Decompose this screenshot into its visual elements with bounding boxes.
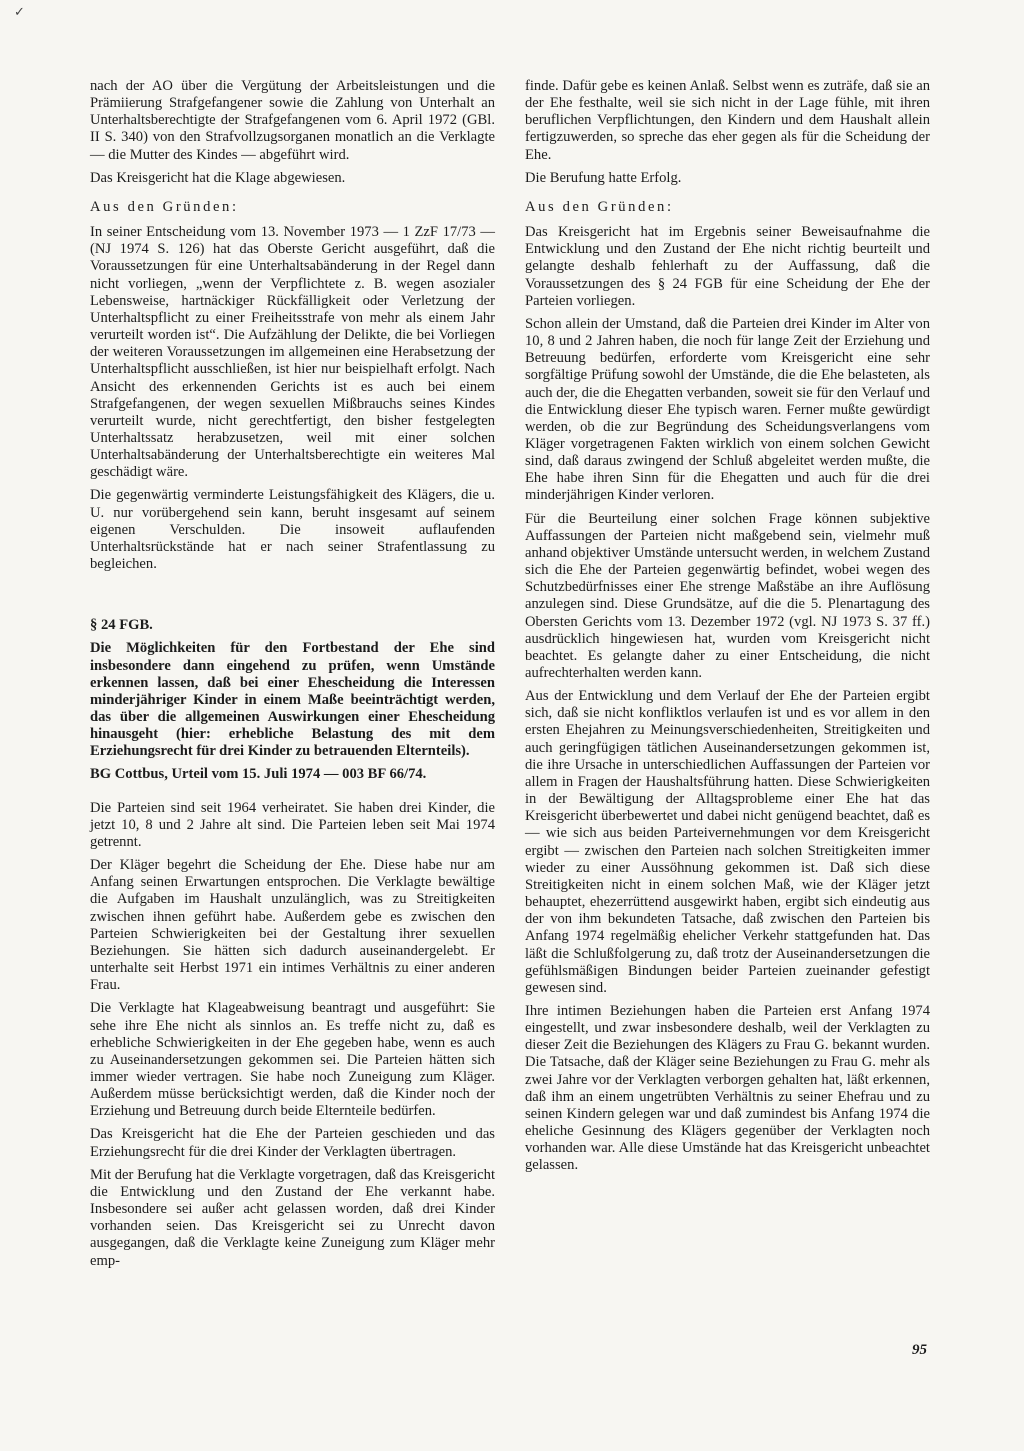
paragraph: Die Verklagte hat Klageabweisung beantragt und ausgeführt: Sie sehe ihre Ehe nicht als sinnlos an. Es treffe nicht zu, daß es erhebliche Schwierigkeiten in der Ehe gegeben habe, wenn es auch zu Auseinandersetzungen gekommen sei. Die Parteien hätten sich immer wieder vertragen. Sie habe noch Zuneigung zum Kläger. Außerdem müsse berücksichtigt werden, daß die Kinder noch der Erziehung und Betreuung durch beide Elternteile bedürfen. <box>90 1000 495 1120</box>
paragraph: Das Kreisgericht hat im Ergebnis seiner Beweisaufnahme die Entwicklung und den Zustand der Ehe nicht richtig beurteilt und gelangte deshalb fehlerhaft zu der Auffassung, daß die Voraussetzungen des § 24 FGB für eine Scheidung der Ehe der Parteien vorliegen. <box>525 224 930 309</box>
paragraph: Ihre intimen Beziehungen haben die Parteien erst Anfang 1974 eingestellt, und zwar insbesondere deshalb, weil der Verklagten zu dieser Zeit die Beziehungen des Klägers zu Frau G. bekannt wurden. Die Tatsache, daß der Kläger seine Beziehungen zu Frau G. mehr als zwei Jahre vor der Verklagten verborgen gehalten hat, läßt erkennen, daß ihm an einem ungetrübten Verhältnis zu seiner Ehefrau und zu seinen Kindern gelegen war und daß zumindest bis Anfang 1974 die eheliche Gesinnung des Klägers gegenüber der Verklagten noch vorhanden war. Alle diese Umstände hat das Kreisgericht unbeachtet gelassen. <box>525 1002 930 1174</box>
paragraph: Das Kreisgericht hat die Ehe der Parteien geschieden und das Erziehungsrecht für die drei Kinder der Verklagten übertragen. <box>90 1126 495 1160</box>
paragraph: Das Kreisgericht hat die Klage abgewiesen. <box>90 169 346 186</box>
corner-mark: ✓ <box>14 4 25 19</box>
paragraph: Für die Beurteilung einer solchen Frage können subjektive Auffassungen der Parteien nicht maßgebend sein, vielmehr muß anhand objektiver Umstände untersucht werden, in welchem Zustand sich die Ehe der Parteien gegenwärtig befindet, wobei wegen des Schutzbedürfnisses einer Ehe strenge Maßstäbe an ihre Auflösung anzulegen sind. Diese Grundsätze, auf die die 5. Plenartagung des Obersten Gerichts vom 13. Dezember 1972 (vgl. NJ 1973 S. 37 ff.) ausdrücklich hingewiesen hat, wurden vom Kreisgericht nicht beachtet. Es gelangte daher zu einer Entscheidung, die nicht aufrechterhalten werden kann. <box>525 510 930 681</box>
paragraph: Aus der Entwicklung und dem Verlauf der Ehe der Parteien ergibt sich, daß sie nicht konfliktlos verlaufen ist und es vor allem in den ersten Ehejahren zu Meinungsverschiedenheiten, Streitigkeiten und auch geringfügigen tätlichen Auseinandersetzungen gekommen ist, die ihre Ursache in unterschiedlichen Auffassungen der Parteien vor allem in Fragen der Haushaltsführung hatten. Diese Schwierigkeiten in der Bewältigung der Alltagsprobleme einer Ehe hat das Kreisgericht überbewertet und dabei nicht genügend beachtet, daß es — wie sich aus beiden Parteivernehmungen vor dem Kreisgericht ergibt — zwischen den Parteien nach solchen Streitigkeiten immer wieder zu einer Aussöhnung gekommen ist. Daß sich diese Streitigkeiten nicht in einem solchen Maß, wie der Kläger jetzt behauptet, ehezerrüttend ausgewirkt haben, ergibt sich eindeutig aus der von ihm bekundeten Tatsache, daß zwischen den Parteien bis Anfang 1974 regelmäßig ehelicher Verkehr stattgefunden hat. Das läßt die Schlußfolgerung zu, daß trotz der Auseinandersetzungen die gefühlsmäßigen Bindungen beider Parteien zueinander gefestigt gewesen sind. <box>525 688 930 996</box>
headnote: Die Möglichkeiten für den Fortbestand der Ehe sind insbesondere dann eingehend zu prüfen, wenn Umstände erkennen lassen, daß bei einer Ehescheidung die Interessen minderjähriger Kinder in einem Maße beeinträchtigt werden, das über die allgemeinen Auswirkungen einer Ehescheidung hinausgeht (hier: erhebliche Belastung des mit dem Erziehungsrecht für drei Kinder zu betrauenden Elternteils). <box>90 640 495 760</box>
section-heading: Aus den Gründen: <box>525 198 674 215</box>
paragraph: Die Parteien sind seit 1964 verheiratet. Sie haben drei Kinder, die jetzt 10, 8 und 2 Jahre alt sind. Die Parteien leben seit Mai 1974 getrennt. <box>90 799 495 850</box>
paragraph: In seiner Entscheidung vom 13. November 1973 — 1 ZzF 17/73 — (NJ 1974 S. 126) hat das Oberste Gericht ausgeführt, daß die Voraussetzungen für eine Unterhaltsabänderung in der Regel dann nicht vorliegen, „wenn der Verpflichtete z. B. wegen asozialer Lebensweise, hartnäckiger Rückfälligkeit oder Verletzung der Unterhaltspflicht zu einer Freiheitsstrafe von mehr als einem Jahr verurteilt worden ist“. Die Aufzählung der Delikte, die bei Vorliegen der weiteren Voraussetzungen im allgemeinen eine Herabsetzung der Unterhaltspflicht ausschließen, ist hier nur beispielhaft erfolgt. Nach Ansicht des erkennenden Gerichts ist es auch bei einem Strafgefangenen, der wegen sexuellen Mißbrauchs seines Kindes verurteilt wurde, nicht gerechtfertigt, den bisher festgelegten Unterhaltssatz herabzusetzen, weil mit einer solchen Unterhaltsabänderung der Unterhaltsberechtigte ein weiteres Mal geschädigt wäre. <box>90 224 495 481</box>
citation: BG Cottbus, Urteil vom 15. Juli 1974 — 003 BF 66/74. <box>90 766 427 783</box>
paragraph: finde. Dafür gebe es keinen Anlaß. Selbst wenn es zuträfe, daß sie an der Ehe festhalte, weil sie sich nicht in der Lage fühle, mit ihren beruflichen Verpflichtungen, den Kindern und dem Haushalt allein fertigzuwerden, so spreche das eher gegen als für die Scheidung der Ehe. <box>525 78 930 163</box>
page-number: 95 <box>912 1342 927 1358</box>
paragraph: nach der AO über die Vergütung der Arbeitsleistungen und die Prämiierung Strafgefangener sowie die Zahlung von Unterhalt an Unterhaltsberechtigte der Strafgefangenen vom 6. April 1972 (GBl. II S. 340) von den Strafvollzugsorganen monatlich an die Verklagte — die Mutter des Kindes — abgeführt wird. <box>90 78 495 163</box>
left-column <box>90 78 495 1276</box>
paragraph: Schon allein der Umstand, daß die Parteien drei Kinder im Alter von 10, 8 und 2 Jahren haben, die noch für lange Zeit der Erziehung und Betreuung bedürfen, erforderte vom Kreisgericht eine sehr sorgfältige Prüfung sowohl der Umstände, die die Ehe belasteten, als auch der, die die Ehegatten verbanden, soweit sie für den Verlauf und die Entwicklung dieser Ehe typisch waren. Ferner mußte gewürdigt werden, ob die zur Begründung des Scheidungsverlangens vom Kläger vorgetragenen Fakten wirklich von einem solchen Gewicht sind, daß daraus zwingend der Schluß abgeleitet werden mußte, die Ehe habe ihren Sinn für die Ehegatten und auch für die drei minderjährigen Kinder verloren. <box>525 315 930 504</box>
law-heading: § 24 FGB. <box>90 617 153 634</box>
paragraph: Mit der Berufung hat die Verklagte vorgetragen, daß das Kreisgericht die Entwicklung und den Zustand der Ehe verkannt habe. Insbesondere sei außer acht gelassen worden, daß drei Kinder vorhanden seien. Das Kreisgericht sei zu Unrecht davon ausgegangen, daß die Verklagte keine Zuneigung zum Kläger mehr emp- <box>90 1166 495 1269</box>
section-heading: Aus den Gründen: <box>90 198 239 215</box>
paragraph: Die gegenwärtig verminderte Leistungsfähigkeit des Klägers, die u. U. nur vorübergehend sein kann, beruht insgesamt auf seinem eigenen Verschulden. Die insoweit auflaufenden Unterhaltsrückstände hat er nach seiner Strafentlassung zu begleichen. <box>90 487 495 573</box>
right-column <box>525 78 930 1181</box>
paragraph: Die Berufung hatte Erfolg. <box>525 169 682 186</box>
paragraph: Der Kläger begehrt die Scheidung der Ehe. Diese habe nur am Anfang seinen Erwartungen entsprochen. Die Verklagte bewältige die Aufgaben im Haushalt unzulänglich, was zu Streitigkeiten zwischen ihnen geführt habe. Außerdem gebe es zwischen den Parteien Schwierigkeiten bei der Gestaltung ihrer sexuellen Beziehungen. Sie hätten sich dadurch auseinandergelebt. Er unterhalte seit Herbst 1971 ein intimes Verhältnis zu einer anderen Frau. <box>90 857 495 994</box>
